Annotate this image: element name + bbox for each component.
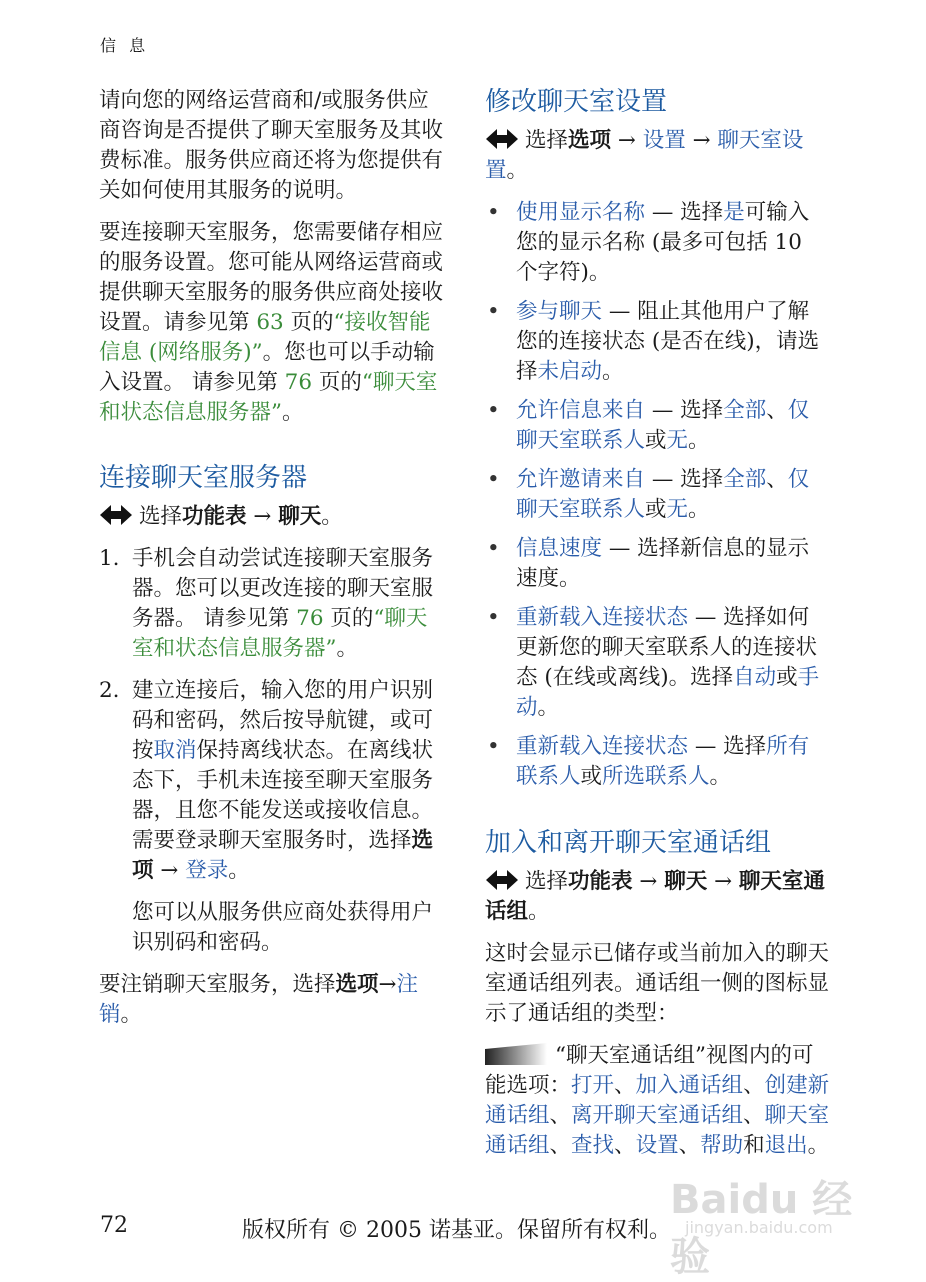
chat-server-link[interactable]: “聊天室和状态信息服务器” bbox=[99, 370, 438, 425]
copyright: 版权所有 © 2005 诺基亚。保留所有权利。 bbox=[242, 1218, 671, 1243]
list-item: • 使用显示名称 — 选择是可输入您的显示名称 (最多可包括 10 个字符)。 bbox=[485, 198, 830, 288]
heading-chat-settings: 修改聊天室设置 bbox=[485, 87, 668, 117]
chatroom-group-type-icon bbox=[485, 1043, 547, 1065]
logout-paragraph: 要注销聊天室服务，选择选项→注销。 bbox=[99, 972, 419, 1027]
watermark-url: jingyan.baidu.com bbox=[685, 1218, 833, 1237]
menu-path: 选择选项 → 设置 → 聊天室设置。 bbox=[485, 128, 804, 183]
list-item: 2. 建立连接后，输入您的用户识别码和密码，然后按导航键，或可按取消保持离线状态。在离线状态下，手机未连接至聊天室服务器，且您不能发送或接收信息。需要登录聊天室服务时，选择选项 → 登录。 您可以从服务供应商处获得用户识别码和密码。 bbox=[99, 676, 446, 958]
page-ref: 76 bbox=[284, 370, 313, 395]
logout-option: 注销 bbox=[99, 972, 419, 1027]
list-item: • 重新载入连接状态 — 选择所有联系人或所选联系人。 bbox=[485, 732, 830, 792]
list-item: 1. 手机会自动尝试连接聊天室服务器。您可以更改连接的聊天室服务器。 请参见第 76 页的“聊天室和状态信息服务器”。 bbox=[99, 546, 434, 661]
left-column bbox=[99, 86, 446, 1042]
settings-paragraph: 要连接聊天室服务，您需要储存相应的服务设置。您可能从网络运营商或提供聊天室服务的服务供应商处接收设置。请参见第 63 页的“接收智能信息 (网络服务)”。您也可以手动输入设置。 请参见第 76 页的“聊天室和状态信息服务器”。 bbox=[99, 220, 444, 425]
navigation-arrow-icon bbox=[485, 128, 519, 150]
group-list-paragraph: 这时会显示已储存或当前加入的聊天室通话组列表。通话组一侧的图标显示了通话组的类型： bbox=[485, 941, 830, 1026]
list-item: • 允许邀请来自 — 选择全部、仅聊天室联系人或无。 bbox=[485, 465, 830, 525]
connect-steps bbox=[99, 544, 446, 958]
page-number: 72 bbox=[100, 1213, 128, 1238]
navigation-arrow-icon bbox=[99, 504, 133, 526]
page-ref: 63 bbox=[256, 310, 284, 335]
smart-message-link[interactable]: “接收智能信息 (网络服务)” bbox=[99, 310, 431, 365]
right-column bbox=[485, 86, 830, 1173]
list-item: • 允许信息来自 — 选择全部、仅聊天室联系人或无。 bbox=[485, 396, 830, 456]
watermark bbox=[665, 1138, 880, 1280]
group-options-paragraph: “聊天室通话组”视图内的可能选项：打开、加入通话组、创建新通话组、离开聊天室通话组、聊天室通话组、查找、设置、帮助和退出。 bbox=[485, 1043, 830, 1158]
intro-paragraph: 请向您的网络运营商和/或服务供应商咨询是否提供了聊天室服务及其收费标准。服务供应商还将为您提供有关如何使用其服务的说明。 bbox=[99, 88, 444, 203]
heading-chat-groups: 加入和离开聊天室通话组 bbox=[485, 828, 772, 858]
menu-path: 选择功能表 → 聊天 → 聊天室通话组。 bbox=[485, 869, 825, 924]
watermark-brand: Baidu 经验 bbox=[670, 1177, 853, 1280]
section-header: 信 息 bbox=[100, 36, 150, 55]
settings-list bbox=[485, 198, 830, 792]
list-item: • 重新载入连接状态 — 选择如何更新您的聊天室联系人的连接状态 (在线或离线)。选择自动或手动。 bbox=[485, 603, 830, 723]
chat-server-link[interactable]: “聊天室和状态信息服务器” bbox=[132, 606, 428, 661]
note: 您可以从服务供应商处获得用户识别码和密码。 bbox=[132, 900, 434, 955]
heading-connect-server: 连接聊天室服务器 bbox=[99, 463, 308, 493]
login-option: 登录 bbox=[185, 858, 229, 883]
navigation-arrow-icon bbox=[485, 869, 519, 891]
cancel-option: 取消 bbox=[153, 738, 197, 763]
list-item: • 信息速度 — 选择新信息的显示速度。 bbox=[485, 534, 830, 594]
list-item: • 参与聊天 — 阻止其他用户了解您的连接状态 (是否在线)，请选择未启动。 bbox=[485, 297, 830, 387]
menu-path: 选择功能表 → 聊天。 bbox=[99, 502, 446, 532]
